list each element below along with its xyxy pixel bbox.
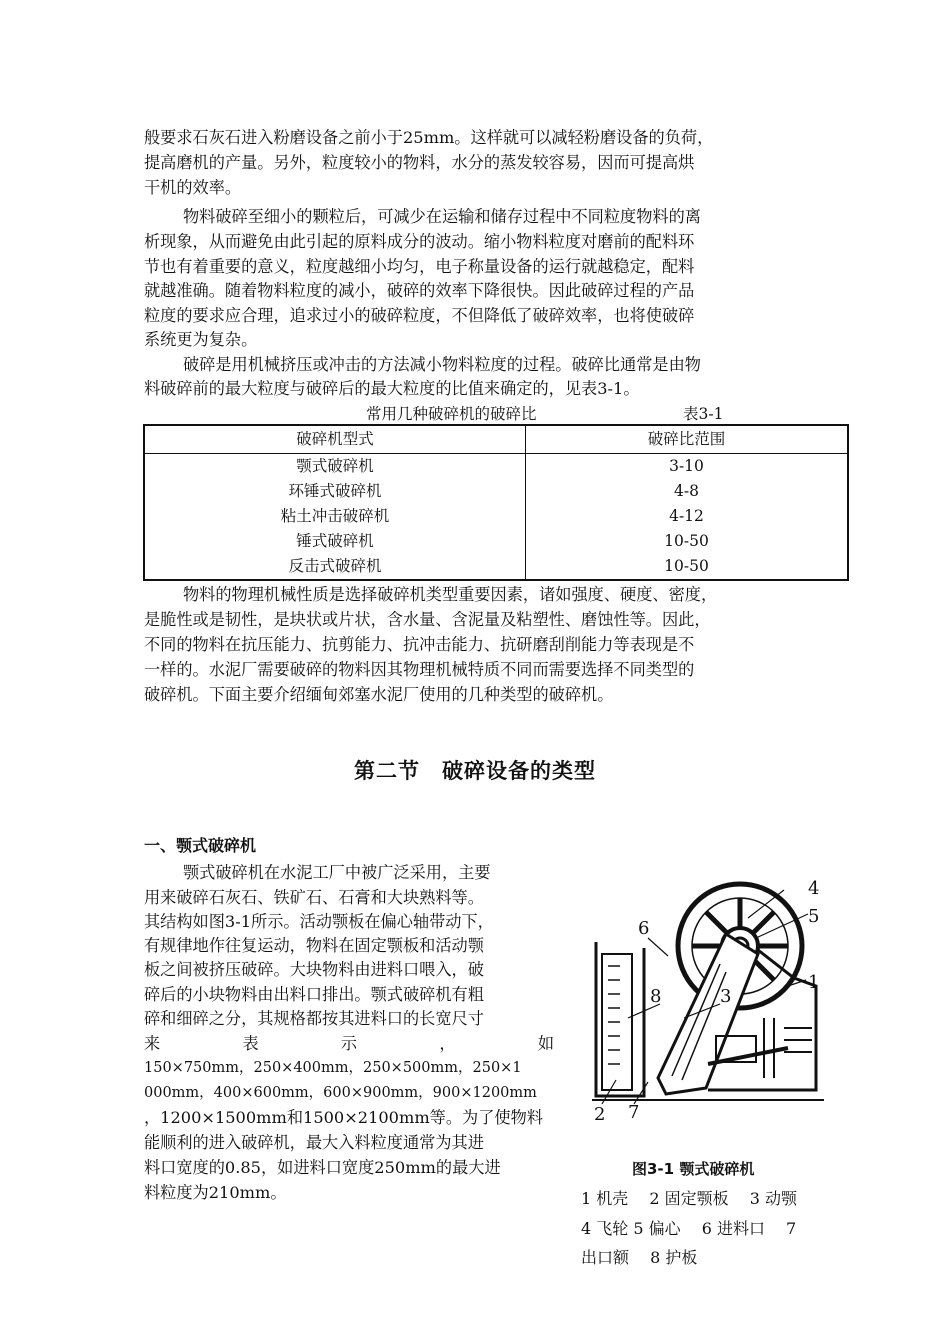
table-row [144,529,848,554]
paragraph2-line-6: 系统更为复杂。 [144,330,258,349]
table-cell-ratio: 4-12 [669,507,704,525]
table-cell-ratio: 4-8 [674,482,699,500]
table-cell-ratio: 10-50 [664,557,709,575]
table-header-type: 破碎机型式 [144,425,526,454]
spaced-word: 如 [537,1034,554,1053]
paragraph3-line-2: 料破碎前的最大粒度与破碎后的最大粒度的比值来确定的，见表3-1。 [144,379,640,398]
paragraph2-line-3: 节也有着重要的意义，粒度越细小均匀，电子称量设备的运行就越稳定，配料 [144,257,695,276]
paragraph5-line-1: 颚式破碎机在水泥工厂中被广泛采用，主要 [183,863,491,882]
paragraph4-line-4: 一样的。水泥厂需要破碎的物料因其物理机械特质不同而需要选择不同类型的 [144,660,695,679]
table-header-ratio: 破碎比范围 [526,425,849,454]
subsection-title: 一、颚式破碎机 [144,836,257,855]
paragraph5-line-3: 其结构如图3-1所示。活动颚板在偏心轴带动下， [144,912,494,931]
callout-line-4 [748,890,784,918]
table-cell-type: 颚式破碎机 [144,454,526,480]
paragraph5-line-11: 能顺利的进入破碎机，最大入料粒度通常为其进 [144,1133,484,1152]
paragraph3-line-1: 破碎是用机械挤压或冲击的方法减小物料粒度的过程。破碎比通常是由物 [183,355,701,374]
table-cell-type: 粘土冲击破碎机 [144,504,526,529]
paragraph2-line-1: 物料破碎至细小的颗粒后，可减少在运输和储存过程中不同粒度物料的离 [183,207,701,226]
paragraph5-line-5: 板之间被挤压破碎。大块物料由进料口喂入，破 [144,960,484,979]
swing-jaw-shape [658,934,758,1094]
spaced-word: 来 [144,1034,161,1053]
section-title: 第二节 破碎设备的类型 [354,759,596,783]
table-header-row [144,425,848,454]
table-row [144,479,848,504]
callout-2: 2 [594,1104,606,1125]
callout-line-6 [648,938,668,956]
paragraph5-line-10: ，1200×1500mm和1500×2100mm等。为了使物料 [144,1108,543,1127]
table-row [144,554,848,580]
table-cell-type: 环锤式破碎机 [144,479,526,504]
paragraph5-line-8: 150×750mm，250×400mm，250×500mm，250×1 [144,1060,522,1076]
paragraph2-line-4: 就越准确。随着物料粒度的减小，破碎的效率下降很快。因此破碎过程的产品 [144,281,695,300]
callout-3: 3 [720,986,732,1007]
table-cell-ratio: 3-10 [669,457,704,475]
callout-6: 6 [638,918,650,939]
paragraph4-line-2: 是脆性或是韧性，是块状或片状，含水量、含泥量及粘塑性、磨蚀性等。因此， [144,610,711,629]
figure-legend-line-1: 1 机壳 2 固定颚板 3 动颚 [581,1189,797,1208]
table-caption: 常用几种破碎机的破碎比 [366,405,537,423]
paragraph2-line-2: 析现象，从而避免由此引起的原料成分的波动。缩小物料粒度对磨前的配料环 [144,232,695,251]
paragraph4-line-1: 物料的物理机械性质是选择破碎机类型重要因素，诸如强度、硬度、密度， [183,585,718,604]
paragraph5-spaced-line [144,1032,554,1056]
table-number: 表3-1 [683,405,724,423]
table-row [144,504,848,529]
frame-left-wall [596,942,644,1096]
paragraph5-line-12: 料口宽度的0.85，如进料口宽度250mm的最大进 [144,1158,501,1177]
paragraph2-line-5: 粒度的要求应合理，追求过小的破碎粒度，不但降低了破碎效率，也将使破碎 [144,306,695,325]
paragraph5-line-9: 000mm，400×600mm，600×900mm，900×1200mm [144,1085,537,1101]
crusher-ratio-table [143,424,849,581]
table-cell-type: 反击式破碎机 [144,554,526,580]
paragraph1-line-3: 干机的效率。 [144,178,242,197]
paragraph5-line-6: 碎后的小块物料由出料口排出。颚式破碎机有粗 [144,985,484,1004]
paragraph1-line-1: 般要求石灰石进入粉磨设备之前小于25mm。这样就可以减轻粉磨设备的负荷， [144,128,714,147]
spaced-word: ， [439,1034,456,1053]
table-cell-ratio: 10-50 [664,532,709,550]
paragraph5-line-2: 用来破碎石灰石、铁矿石、石膏和大块熟料等。 [144,888,484,907]
paragraph5-line-13: 料粒度为210mm。 [144,1183,287,1202]
callout-4: 4 [808,878,820,899]
paragraph1-line-2: 提高磨机的产量。另外，粒度较小的物料，水分的蒸发较容易，因而可提高烘 [144,153,695,172]
callout-1: 1 [808,972,820,993]
callout-8: 8 [650,986,662,1007]
table-row [144,454,848,480]
paragraph5-line-7: 碎和细碎之分，其规格都按其进料口的长宽尺寸 [144,1009,484,1028]
paragraph4-line-3: 不同的物料在抗压能力、抗剪能力、抗冲击能力、抗研磨刮削能力等表现是不 [144,635,695,654]
paragraph5-line-4: 有规律地作往复运动，物料在固定颚板和活动颚 [144,936,484,955]
jaw-crusher-figure [588,868,840,1130]
paragraph4-line-5: 破碎机。下面主要介绍缅甸郊塞水泥厂使用的几种类型的破碎机。 [144,685,614,704]
figure-legend-line-3: 出口额 8 护板 [581,1248,698,1267]
jaw-teeth [608,966,620,1064]
spaced-word: 表 [242,1034,259,1053]
table-cell-type: 锤式破碎机 [144,529,526,554]
figure-legend-line-2: 4 飞轮 5 偏心 6 进料口 7 [581,1219,797,1238]
figure-caption: 图3-1 颚式破碎机 [632,1160,755,1178]
spaced-word: 示 [340,1034,358,1053]
callout-5: 5 [808,906,820,927]
callout-7: 7 [628,1102,640,1123]
